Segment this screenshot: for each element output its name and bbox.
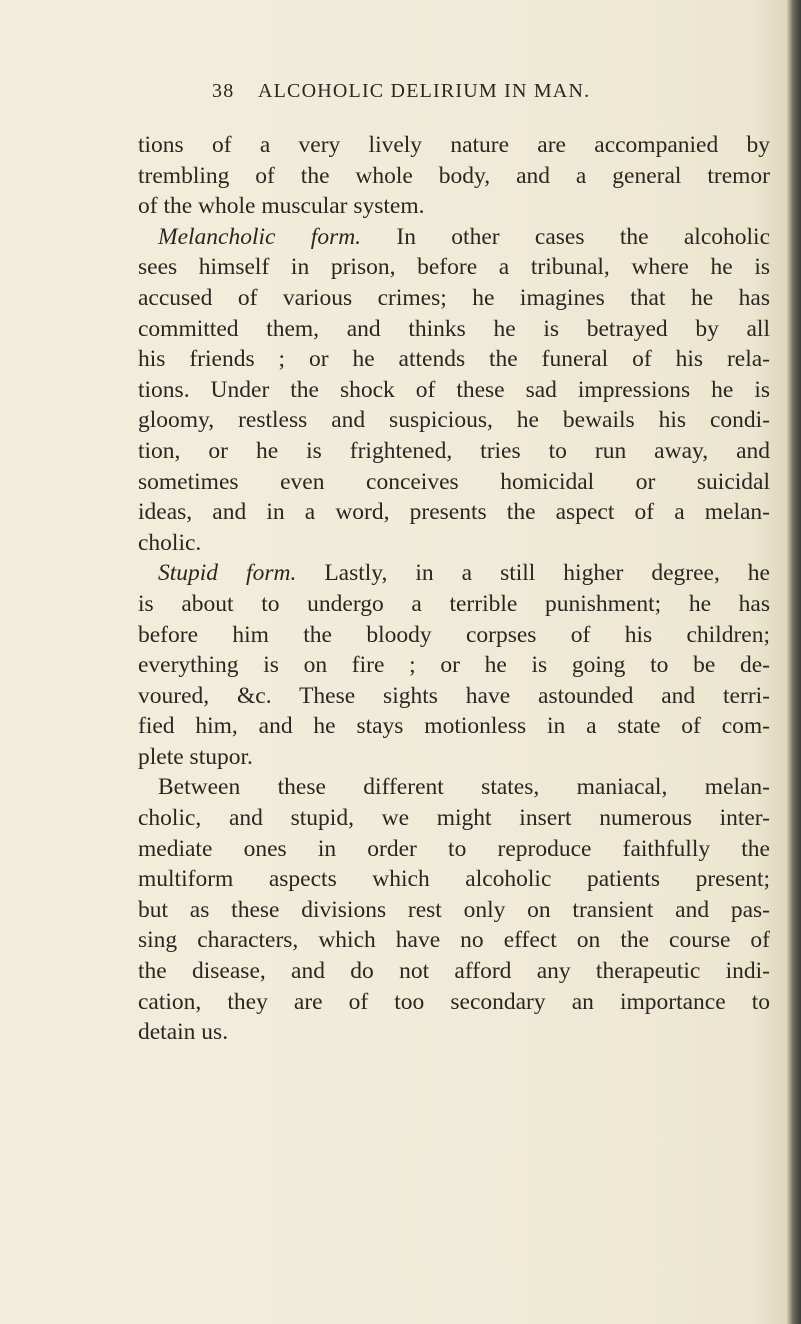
text-line bbox=[138, 558, 770, 589]
line-text: voured, &c. These sights have astounded and terri- bbox=[138, 682, 770, 709]
line-text: cholic. bbox=[138, 529, 202, 556]
text-line bbox=[138, 405, 770, 436]
text-line bbox=[138, 772, 770, 803]
line-text: accused of various crimes; he imagines that he has bbox=[138, 284, 770, 311]
line-text: gloomy, restless and suspicious, he bewails his condi- bbox=[138, 407, 770, 434]
line-text: committed them, and thinks he is betrayed by all bbox=[138, 315, 770, 342]
page-edge-shadow bbox=[787, 0, 801, 1324]
section-heading: Melancholic form. bbox=[158, 223, 362, 250]
text-line bbox=[138, 344, 770, 375]
line-text: mediate ones in order to reproduce faithfully the bbox=[138, 835, 770, 862]
line-text: cation, they are of too secondary an importance to bbox=[138, 988, 770, 1015]
text-line bbox=[138, 191, 770, 222]
line-text: trembling of the whole body, and a general tremor bbox=[138, 162, 770, 189]
line-text: is about to undergo a terrible punishment; he has bbox=[138, 590, 770, 617]
page-header bbox=[212, 80, 632, 110]
line-text: of the whole muscular system. bbox=[138, 193, 425, 220]
line-text: but as these divisions rest only on transient and pas- bbox=[138, 896, 770, 923]
line-text: plete stupor. bbox=[138, 743, 253, 770]
line-text: tions of a very lively nature are accompanied by bbox=[138, 132, 770, 158]
text-line bbox=[138, 1017, 770, 1048]
line-text: sing characters, which have no effect on the course of bbox=[138, 927, 770, 954]
text-line bbox=[138, 834, 770, 865]
text-line bbox=[138, 467, 770, 498]
body-text bbox=[138, 130, 770, 1048]
text-line bbox=[138, 161, 770, 192]
text-line bbox=[138, 589, 770, 620]
text-line bbox=[138, 620, 770, 651]
text-line bbox=[138, 987, 770, 1018]
line-text: Lastly, in a still higher degree, he bbox=[296, 560, 770, 587]
line-text: sees himself in prison, before a tribunal, where he is bbox=[138, 254, 770, 281]
line-text: detain us. bbox=[138, 1019, 229, 1046]
text-line bbox=[138, 436, 770, 467]
line-text: tion, or he is frightened, tries to run away, and bbox=[138, 437, 770, 464]
text-line bbox=[138, 864, 770, 895]
line-text: cholic, and stupid, we might insert numerous inter- bbox=[138, 805, 770, 832]
page-number: 38 bbox=[212, 80, 235, 102]
line-text: Between these different states, maniacal, melan- bbox=[158, 774, 770, 801]
text-line bbox=[138, 497, 770, 528]
line-text: before him the bloody corpses of his children; bbox=[138, 621, 770, 648]
text-line bbox=[138, 895, 770, 926]
line-text: ideas, and in a word, presents the aspect of a melan- bbox=[138, 499, 770, 526]
text-line bbox=[138, 681, 770, 712]
line-text: In other cases the alcoholic bbox=[361, 223, 770, 250]
text-line bbox=[138, 803, 770, 834]
line-text: sometimes even conceives homicidal or suicidal bbox=[138, 468, 770, 495]
line-text: his friends ; or he attends the funeral of his rela- bbox=[138, 346, 770, 373]
line-text: the disease, and do not afford any therapeutic indi- bbox=[138, 958, 770, 985]
text-line bbox=[138, 375, 770, 406]
text-line bbox=[138, 314, 770, 345]
text-line bbox=[138, 252, 770, 283]
section-heading: Stupid form. bbox=[158, 560, 297, 587]
text-line bbox=[138, 956, 770, 987]
running-title: ALCOHOLIC DELIRIUM IN MAN. bbox=[258, 80, 591, 102]
text-line bbox=[138, 650, 770, 681]
line-text: tions. Under the shock of these sad impressions he is bbox=[138, 376, 770, 403]
text-line bbox=[138, 283, 770, 314]
text-line bbox=[138, 528, 770, 559]
text-line bbox=[138, 925, 770, 956]
line-text: multiform aspects which alcoholic patients present; bbox=[138, 866, 770, 893]
line-text: everything is on fire ; or he is going to be de- bbox=[138, 652, 770, 679]
text-line bbox=[138, 130, 770, 161]
text-line bbox=[138, 222, 770, 253]
line-text: fied him, and he stays motionless in a state of com- bbox=[138, 713, 770, 740]
text-line bbox=[138, 711, 770, 742]
text-line bbox=[138, 742, 770, 773]
